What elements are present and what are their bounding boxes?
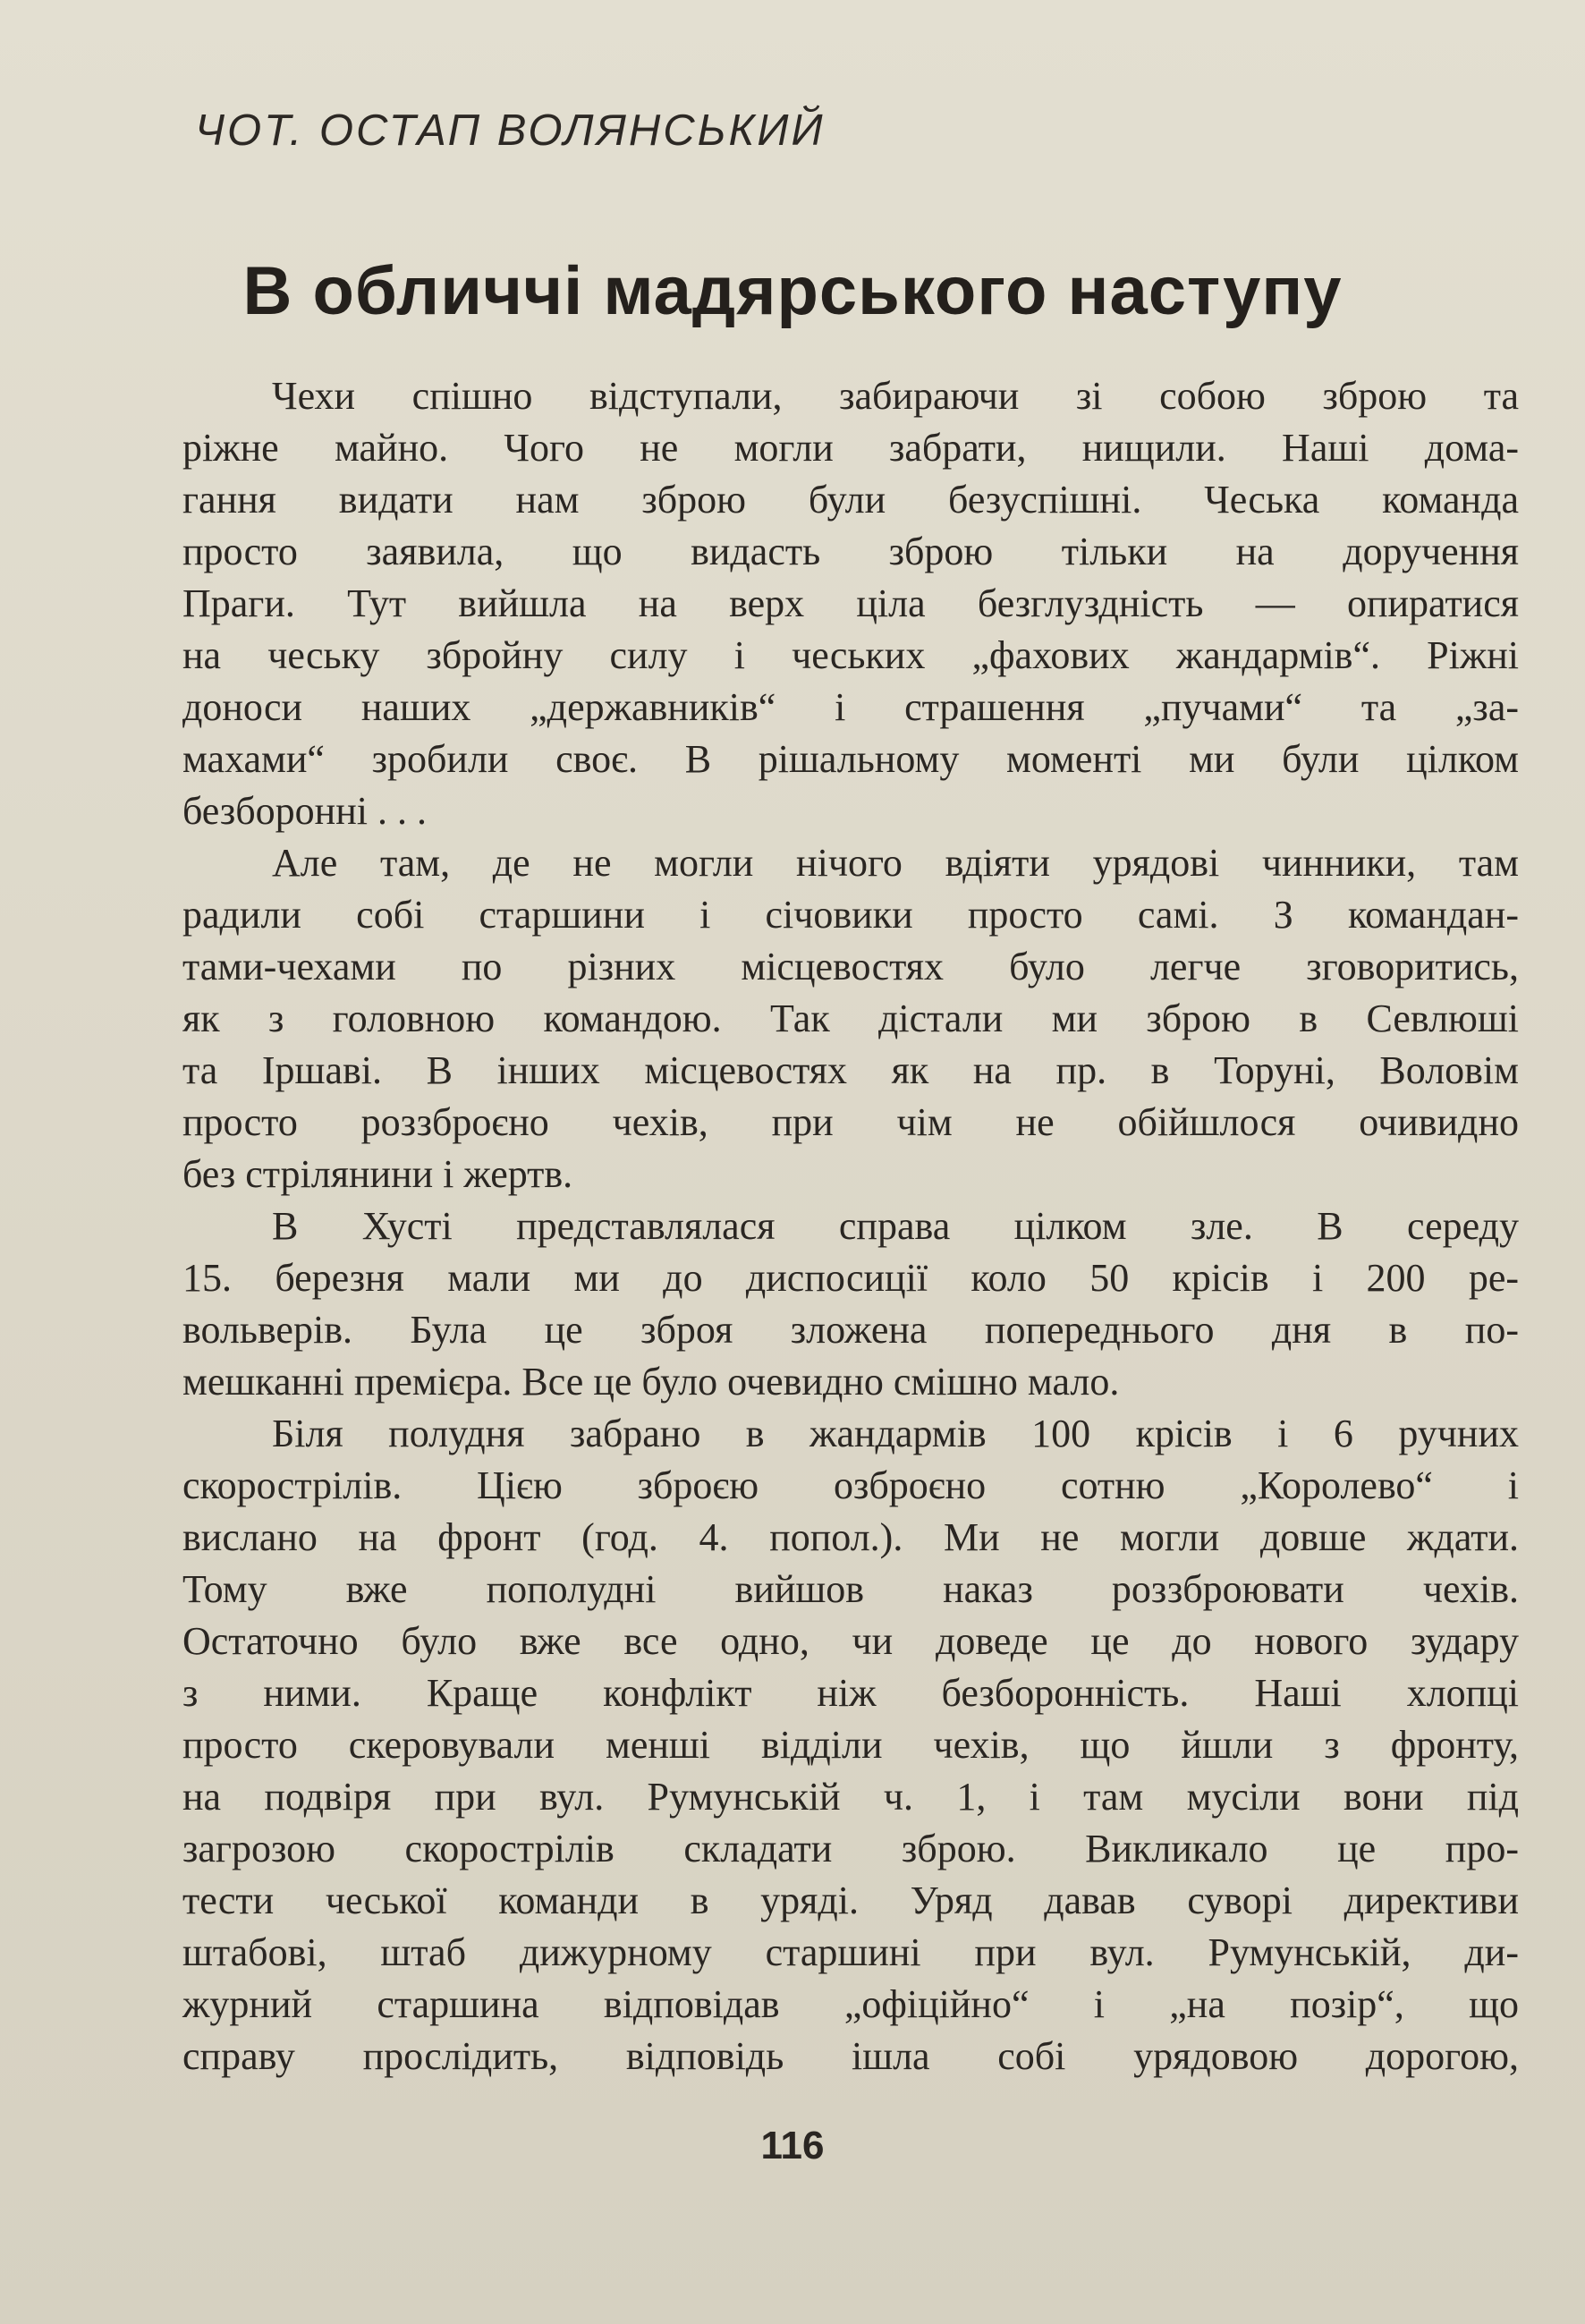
text-line: скорострілів. Цією зброєю озброєно сотню „Королево“ і [182,1463,1519,1507]
paragraph [182,837,1519,1200]
text-line: загрозою скорострілів складати зброю. Викликало це про- [182,1827,1519,1870]
text-line: мешканні премієра. Все це було очевидно смішно мало. [182,1360,1120,1404]
text-line: та Іршаві. В інших місцевостях як на пр. в Торуні, Воловім [182,1048,1519,1092]
running-head-author: ЧОТ. ОСТАП ВОЛЯНСЬКИЙ [195,106,826,155]
text-line: Біля полудня забрано в жандармів 100 крісів і 6 ручних [272,1412,1519,1455]
text-line: гання видати нам зброю були безуспішні. Чеська команда [182,478,1519,522]
paragraph [182,1408,1519,2082]
text-line: ріжне майно. Чого не могли забрати, нищили. Наші дома- [182,426,1519,470]
text-line: Чехи спішно відступали, забираючи зі собою зброю та [272,374,1519,418]
text-line: Остаточно було вже все одно, чи доведе це до нового зудару [182,1619,1519,1663]
text-line: справу прослідить, відповідь ішла собі урядовою дорогою, [182,2034,1519,2078]
text-line: без стрілянини і жертв. [182,1152,573,1196]
paragraph [182,1200,1519,1408]
text-line: на подвіря при вул. Румунській ч. 1, і там мусіли вони під [182,1775,1519,1819]
text-line: доноси наших „державників“ і страшення „пучами“ та „за- [182,685,1519,729]
text-line: Праги. Тут вийшла на верх ціла безглуздність — опиратися [182,581,1519,625]
text-line: просто скеровували менші відділи чехів, що йшли з фронту, [182,1723,1519,1767]
text-line: вольверів. Була це зброя зложена попереднього дня в по- [182,1308,1519,1352]
text-line: на чеську збройну силу і чеських „фахових жандармів“. Ріжні [182,633,1519,677]
text-line: з ними. Краще конфлікт ніж безборонність. Наші хлопці [182,1671,1519,1715]
text-line: просто заявила, що видасть зброю тільки на доручення [182,530,1519,573]
text-line: просто роззброєно чехів, при чім не обійшлося очивидно [182,1100,1519,1144]
text-line: радили собі старшини і січовики просто самі. З командан- [182,893,1519,937]
text-line: безборонні . . . [182,789,427,833]
text-line: штабові, штаб дижурному старшині при вул. Румунській, ди- [182,1930,1519,1974]
text-line: 15. березня мали ми до диспосиції коло 50 крісів і 200 ре- [182,1256,1519,1300]
text-line: вислано на фронт (год. 4. попол.). Ми не могли довше ждати. [182,1515,1519,1559]
page-number: 116 [760,2124,825,2167]
body-text [182,370,1519,2082]
text-line: В Хусті представлялася справа цілком зле. В середу [272,1204,1519,1248]
text-line: журний старшина відповідав „офіційно“ і „на позір“, що [182,1982,1519,2026]
text-line: тести чеської команди в уряді. Уряд давав суворі директиви [182,1879,1519,1922]
text-line: Тому вже пополудні вийшов наказ роззброювати чехів. [182,1567,1519,1611]
text-line: як з головною командою. Так дістали ми зброю в Севлюші [182,997,1519,1040]
text-line: тами-чехами по різних місцевостях було легче зговоритись, [182,945,1519,988]
chapter-title: В обличчі мадярського наступу [242,253,1343,329]
paragraph [182,370,1519,837]
text-line: махами“ зробили своє. В рішальному моменті ми були цілком [182,737,1519,781]
text-line: Але там, де не могли нічого вдіяти урядові чинники, там [272,841,1519,885]
